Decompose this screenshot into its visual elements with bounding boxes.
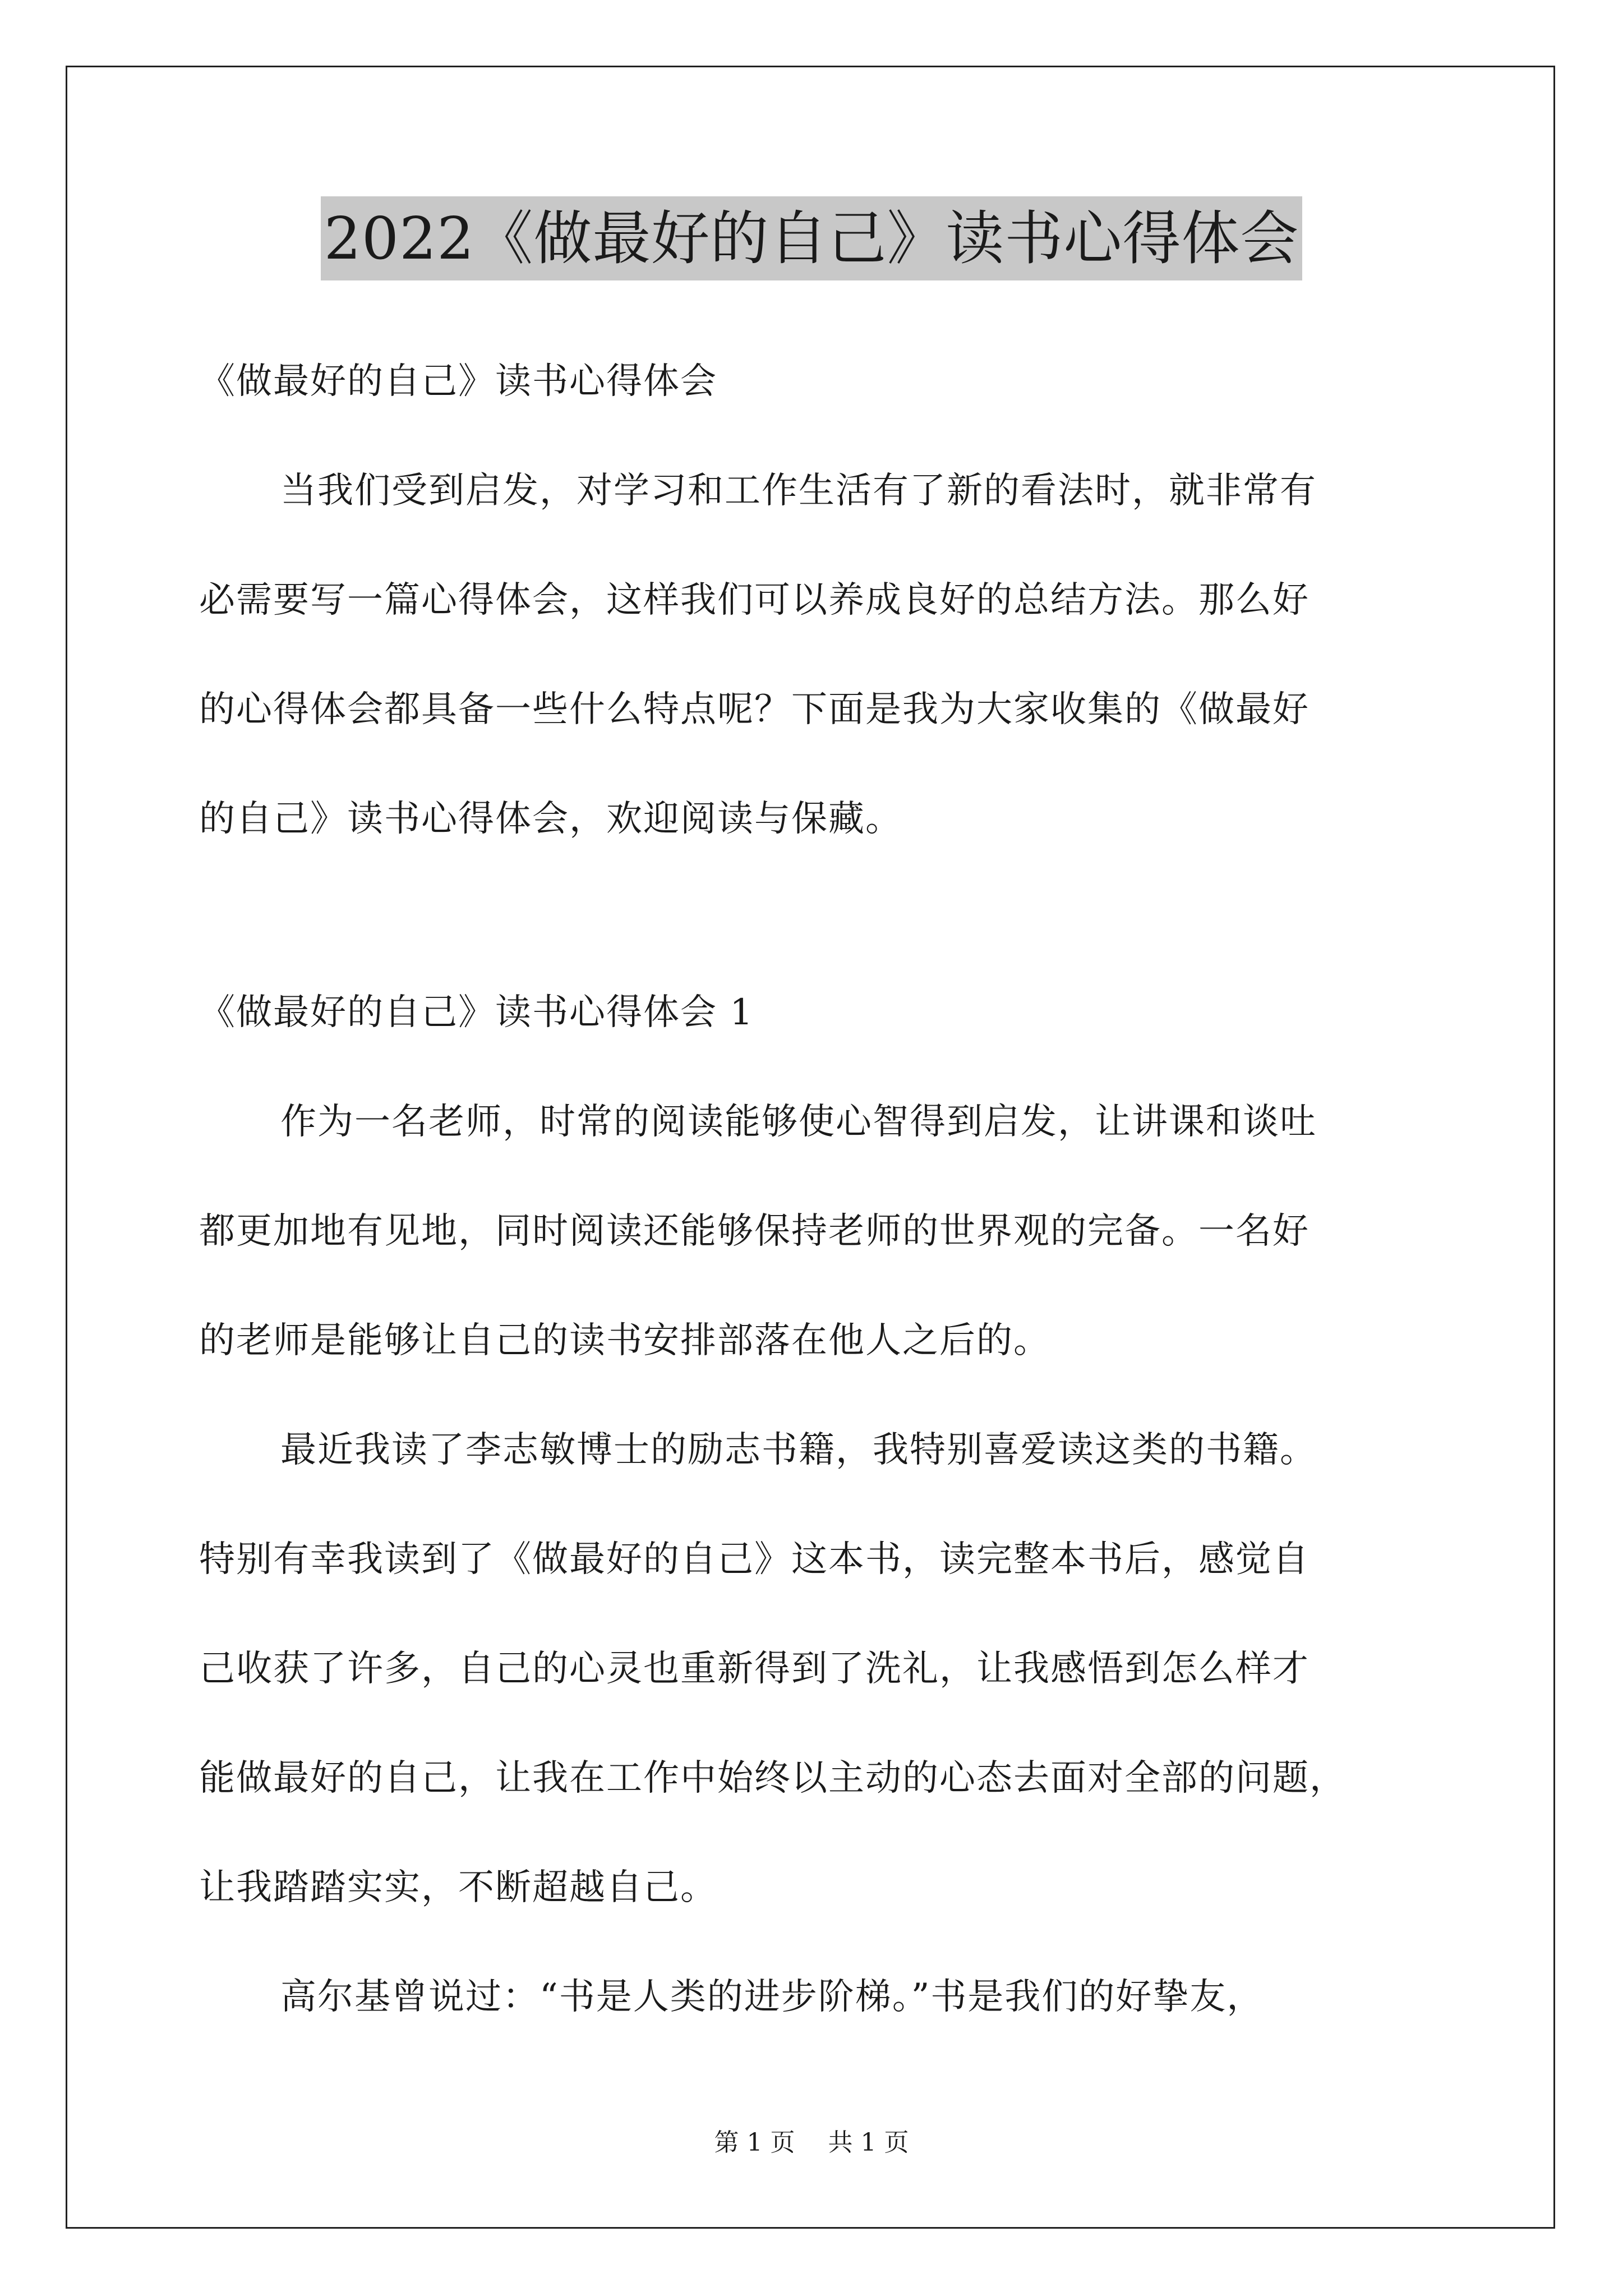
paragraph-line: 让我踏踏实实，不断超越自己。: [199, 1867, 717, 1908]
intro-line: 的心得体会都具备一些什么特点呢？下面是我为大家收集的《做最好: [199, 689, 1310, 730]
intro-line: 当我们受到启发，对学习和工作生活有了新的看法时，就非常有: [280, 470, 1317, 512]
document-body: [199, 353, 1433, 2078]
paragraph-line: 高尔基曾说过：“书是人类的进步阶梯。”书是我们的好挚友，: [280, 1976, 1264, 2018]
paragraph-line: 己收获了许多，自己的心灵也重新得到了洗礼，让我感悟到怎么样才: [199, 1648, 1310, 1690]
paragraph-line: 最近我读了李志敏博士的励志书籍，我特别喜爱读这类的书籍。: [280, 1429, 1317, 1471]
paragraph-line: 特别有幸我读到了《做最好的自己》这本书，读完整本书后，感觉自: [199, 1539, 1310, 1580]
intro-heading: 《做最好的自己》读书心得体会: [199, 361, 717, 402]
document-title: 2022《做最好的自己》读书心得体会: [321, 196, 1303, 280]
page-number: 第 1 页: [714, 2128, 795, 2157]
section-gap: [199, 900, 1433, 984]
intro-line: 的自己》读书心得体会，欢迎阅读与保藏。: [199, 798, 902, 840]
title-container: [0, 196, 1623, 280]
paragraph-line: 都更加地有见地，同时阅读还能够保持老师的世界观的完备。一名好: [199, 1211, 1310, 1252]
page-footer: [0, 2126, 1623, 2160]
page-total: 共 1 页: [828, 2128, 909, 2157]
intro-line: 必需要写一篇心得体会，这样我们可以养成良好的总结方法。那么好: [199, 579, 1310, 621]
paragraph-line: 能做最好的自己，让我在工作中始终以主动的心态去面对全部的问题，: [199, 1757, 1347, 1799]
paragraph-line: 作为一名老师，时常的阅读能够使心智得到启发，让讲课和谈吐: [280, 1101, 1317, 1143]
paragraph-line: 的老师是能够让自己的读书安排部落在他人之后的。: [199, 1320, 1050, 1361]
section-heading: 《做最好的自己》读书心得体会 1: [199, 992, 754, 1033]
